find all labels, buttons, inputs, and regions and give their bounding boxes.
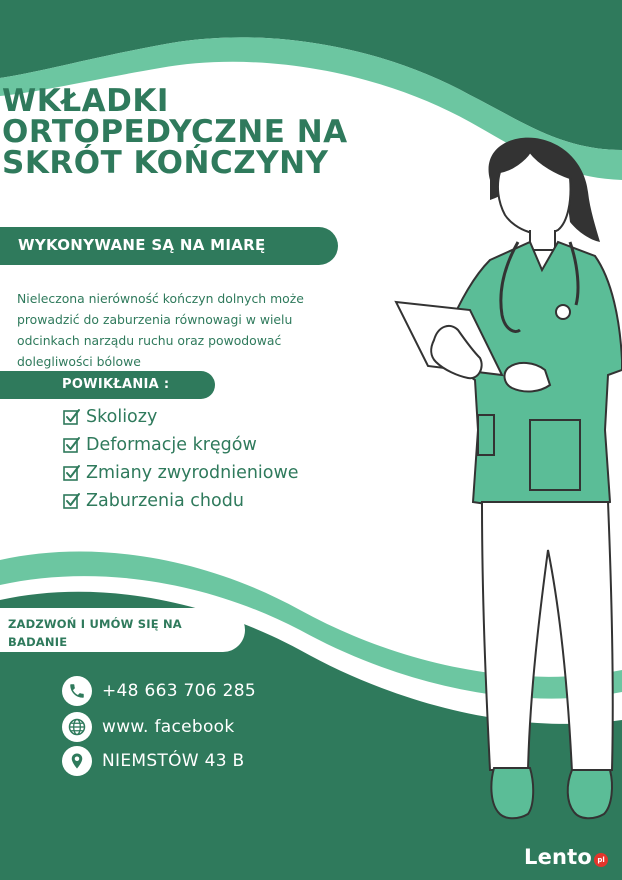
list-item-label: Zaburzenia chodu xyxy=(86,491,244,511)
list-item xyxy=(62,403,299,431)
list-item xyxy=(62,459,299,487)
contact-phone[interactable] xyxy=(62,676,256,706)
cta-line-2: BADANIE xyxy=(8,635,68,649)
lento-logo xyxy=(524,845,608,869)
check-icon xyxy=(62,407,82,427)
list-item xyxy=(62,487,299,515)
list-item xyxy=(62,431,299,459)
check-icon xyxy=(62,463,82,483)
contact-web[interactable] xyxy=(62,712,235,742)
phone-icon xyxy=(62,676,92,706)
cta-line-1: ZADZWOŃ I UMÓW SIĘ NA xyxy=(8,617,182,631)
page-title xyxy=(2,83,382,181)
check-icon xyxy=(62,435,82,455)
nurse-illustration xyxy=(390,130,622,830)
title-line-1: WKŁADKI xyxy=(2,83,169,119)
address-text: NIEMSTÓW 43 B xyxy=(102,751,245,771)
made-to-measure-banner: WYKONYWANE SĄ NA MIARĘ xyxy=(0,227,338,265)
check-icon xyxy=(62,491,82,511)
logo-badge: pl xyxy=(594,853,608,867)
call-to-action-banner xyxy=(0,608,245,652)
globe-icon xyxy=(62,712,92,742)
list-item-label: Skoliozy xyxy=(86,407,158,427)
complications-list xyxy=(62,403,299,515)
list-item-label: Deformacje kręgów xyxy=(86,435,257,455)
contact-address[interactable] xyxy=(62,746,245,776)
title-line-3: SKRÓT KOŃCZYNY xyxy=(2,145,329,181)
website-link: www. facebook xyxy=(102,717,235,737)
location-pin-icon xyxy=(62,746,92,776)
description-text: Nieleczona nierówność kończyn dolnych może prowadzić do zaburzenia równowagi w wielu odcinkach narządu ruchu oraz powodować dolegliwości bólowe xyxy=(17,291,304,369)
title-line-2: ORTOPEDYCZNE NA xyxy=(2,114,348,150)
complications-heading: POWIKŁANIA : xyxy=(0,371,215,399)
logo-text: Lento xyxy=(524,845,593,869)
phone-number: +48 663 706 285 xyxy=(102,681,256,701)
list-item-label: Zmiany zwyrodnieniowe xyxy=(86,463,299,483)
